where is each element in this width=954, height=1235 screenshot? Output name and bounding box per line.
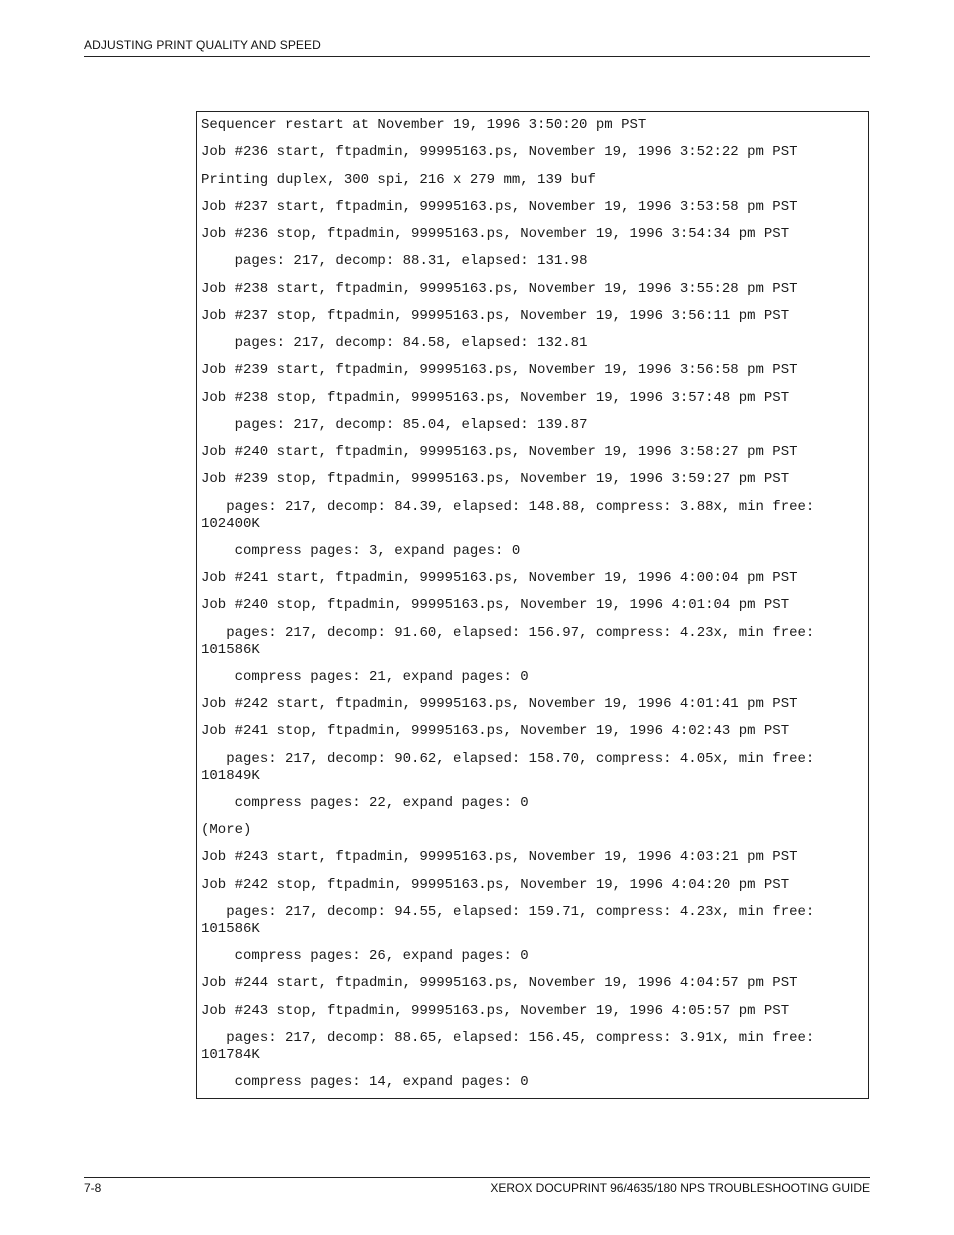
footer-rule — [84, 1177, 870, 1178]
log-line: Job #242 start, ftpadmin, 99995163.ps, November 19, 1996 4:01:41 pm PST — [201, 696, 798, 712]
log-line: compress pages: 14, expand pages: 0 — [201, 1074, 529, 1090]
log-line: Job #243 start, ftpadmin, 99995163.ps, November 19, 1996 4:03:21 pm PST — [201, 849, 798, 866]
log-line: Job #236 start, ftpadmin, 99995163.ps, November 19, 1996 3:52:22 pm PST — [201, 144, 798, 161]
log-line: compress pages: 3, expand pages: 0 — [201, 542, 521, 559]
log-line: Job #241 start, ftpadmin, 99995163.ps, November 19, 1996 4:00:04 pm PST — [201, 570, 798, 586]
log-line: pages: 217, decomp: 88.65, elapsed: 156.45, compress: 3.91x, min free: 101784K — [201, 1029, 823, 1063]
log-line: Job #238 start, ftpadmin, 99995163.ps, November 19, 1996 3:55:28 pm PST — [201, 280, 798, 297]
log-line: pages: 217, decomp: 91.60, elapsed: 156.97, compress: 4.23x, min free: 101586K — [201, 624, 823, 658]
log-line: Job #237 stop, ftpadmin, 99995163.ps, November 19, 1996 3:56:11 pm PST — [201, 307, 790, 324]
page-number: 7-8 — [84, 1181, 102, 1195]
log-line: Job #240 start, ftpadmin, 99995163.ps, November 19, 1996 3:58:27 pm PST — [201, 444, 798, 460]
log-line: pages: 217, decomp: 88.31, elapsed: 131.98 — [201, 253, 588, 270]
log-line: Sequencer restart at November 19, 1996 3:50:20 pm PST — [201, 117, 647, 133]
log-line: compress pages: 21, expand pages: 0 — [201, 668, 529, 685]
log-line: Printing duplex, 300 spi, 216 x 279 mm, 139 buf — [201, 171, 596, 188]
log-line: pages: 217, decomp: 85.04, elapsed: 139.87 — [201, 416, 588, 433]
log-listing-box — [196, 111, 869, 1099]
log-line: compress pages: 22, expand pages: 0 — [201, 794, 529, 811]
log-line: Job #237 start, ftpadmin, 99995163.ps, November 19, 1996 3:53:58 pm PST — [201, 198, 798, 215]
log-line: pages: 217, decomp: 84.58, elapsed: 132.81 — [201, 335, 588, 351]
log-line: pages: 217, decomp: 84.39, elapsed: 148.88, compress: 3.88x, min free: 102400K — [201, 498, 823, 532]
log-line: pages: 217, decomp: 90.62, elapsed: 158.70, compress: 4.05x, min free: 101849K — [201, 750, 823, 784]
log-line: pages: 217, decomp: 94.55, elapsed: 159.71, compress: 4.23x, min free: 101586K — [201, 903, 823, 937]
log-line: Job #243 stop, ftpadmin, 99995163.ps, November 19, 1996 4:05:57 pm PST — [201, 1002, 790, 1019]
log-line: Job #241 stop, ftpadmin, 99995163.ps, November 19, 1996 4:02:43 pm PST — [201, 723, 790, 740]
log-line: Job #236 stop, ftpadmin, 99995163.ps, November 19, 1996 3:54:34 pm PST — [201, 226, 790, 242]
log-line: Job #239 start, ftpadmin, 99995163.ps, November 19, 1996 3:56:58 pm PST — [201, 362, 798, 379]
log-line: Job #242 stop, ftpadmin, 99995163.ps, November 19, 1996 4:04:20 pm PST — [201, 876, 790, 893]
log-line: Job #239 stop, ftpadmin, 99995163.ps, November 19, 1996 3:59:27 pm PST — [201, 471, 790, 488]
log-line: compress pages: 26, expand pages: 0 — [201, 948, 529, 964]
log-line: Job #244 start, ftpadmin, 99995163.ps, November 19, 1996 4:04:57 pm PST — [201, 975, 798, 992]
log-line: Job #240 stop, ftpadmin, 99995163.ps, November 19, 1996 4:01:04 pm PST — [201, 597, 790, 614]
guide-title: XEROX DOCUPRINT 96/4635/180 NPS TROUBLESHOOTING GUIDE — [490, 1181, 870, 1195]
header-rule — [84, 56, 870, 57]
running-header: ADJUSTING PRINT QUALITY AND SPEED — [84, 38, 321, 52]
log-line: Job #238 stop, ftpadmin, 99995163.ps, November 19, 1996 3:57:48 pm PST — [201, 389, 790, 406]
log-line: (More) — [201, 822, 252, 838]
